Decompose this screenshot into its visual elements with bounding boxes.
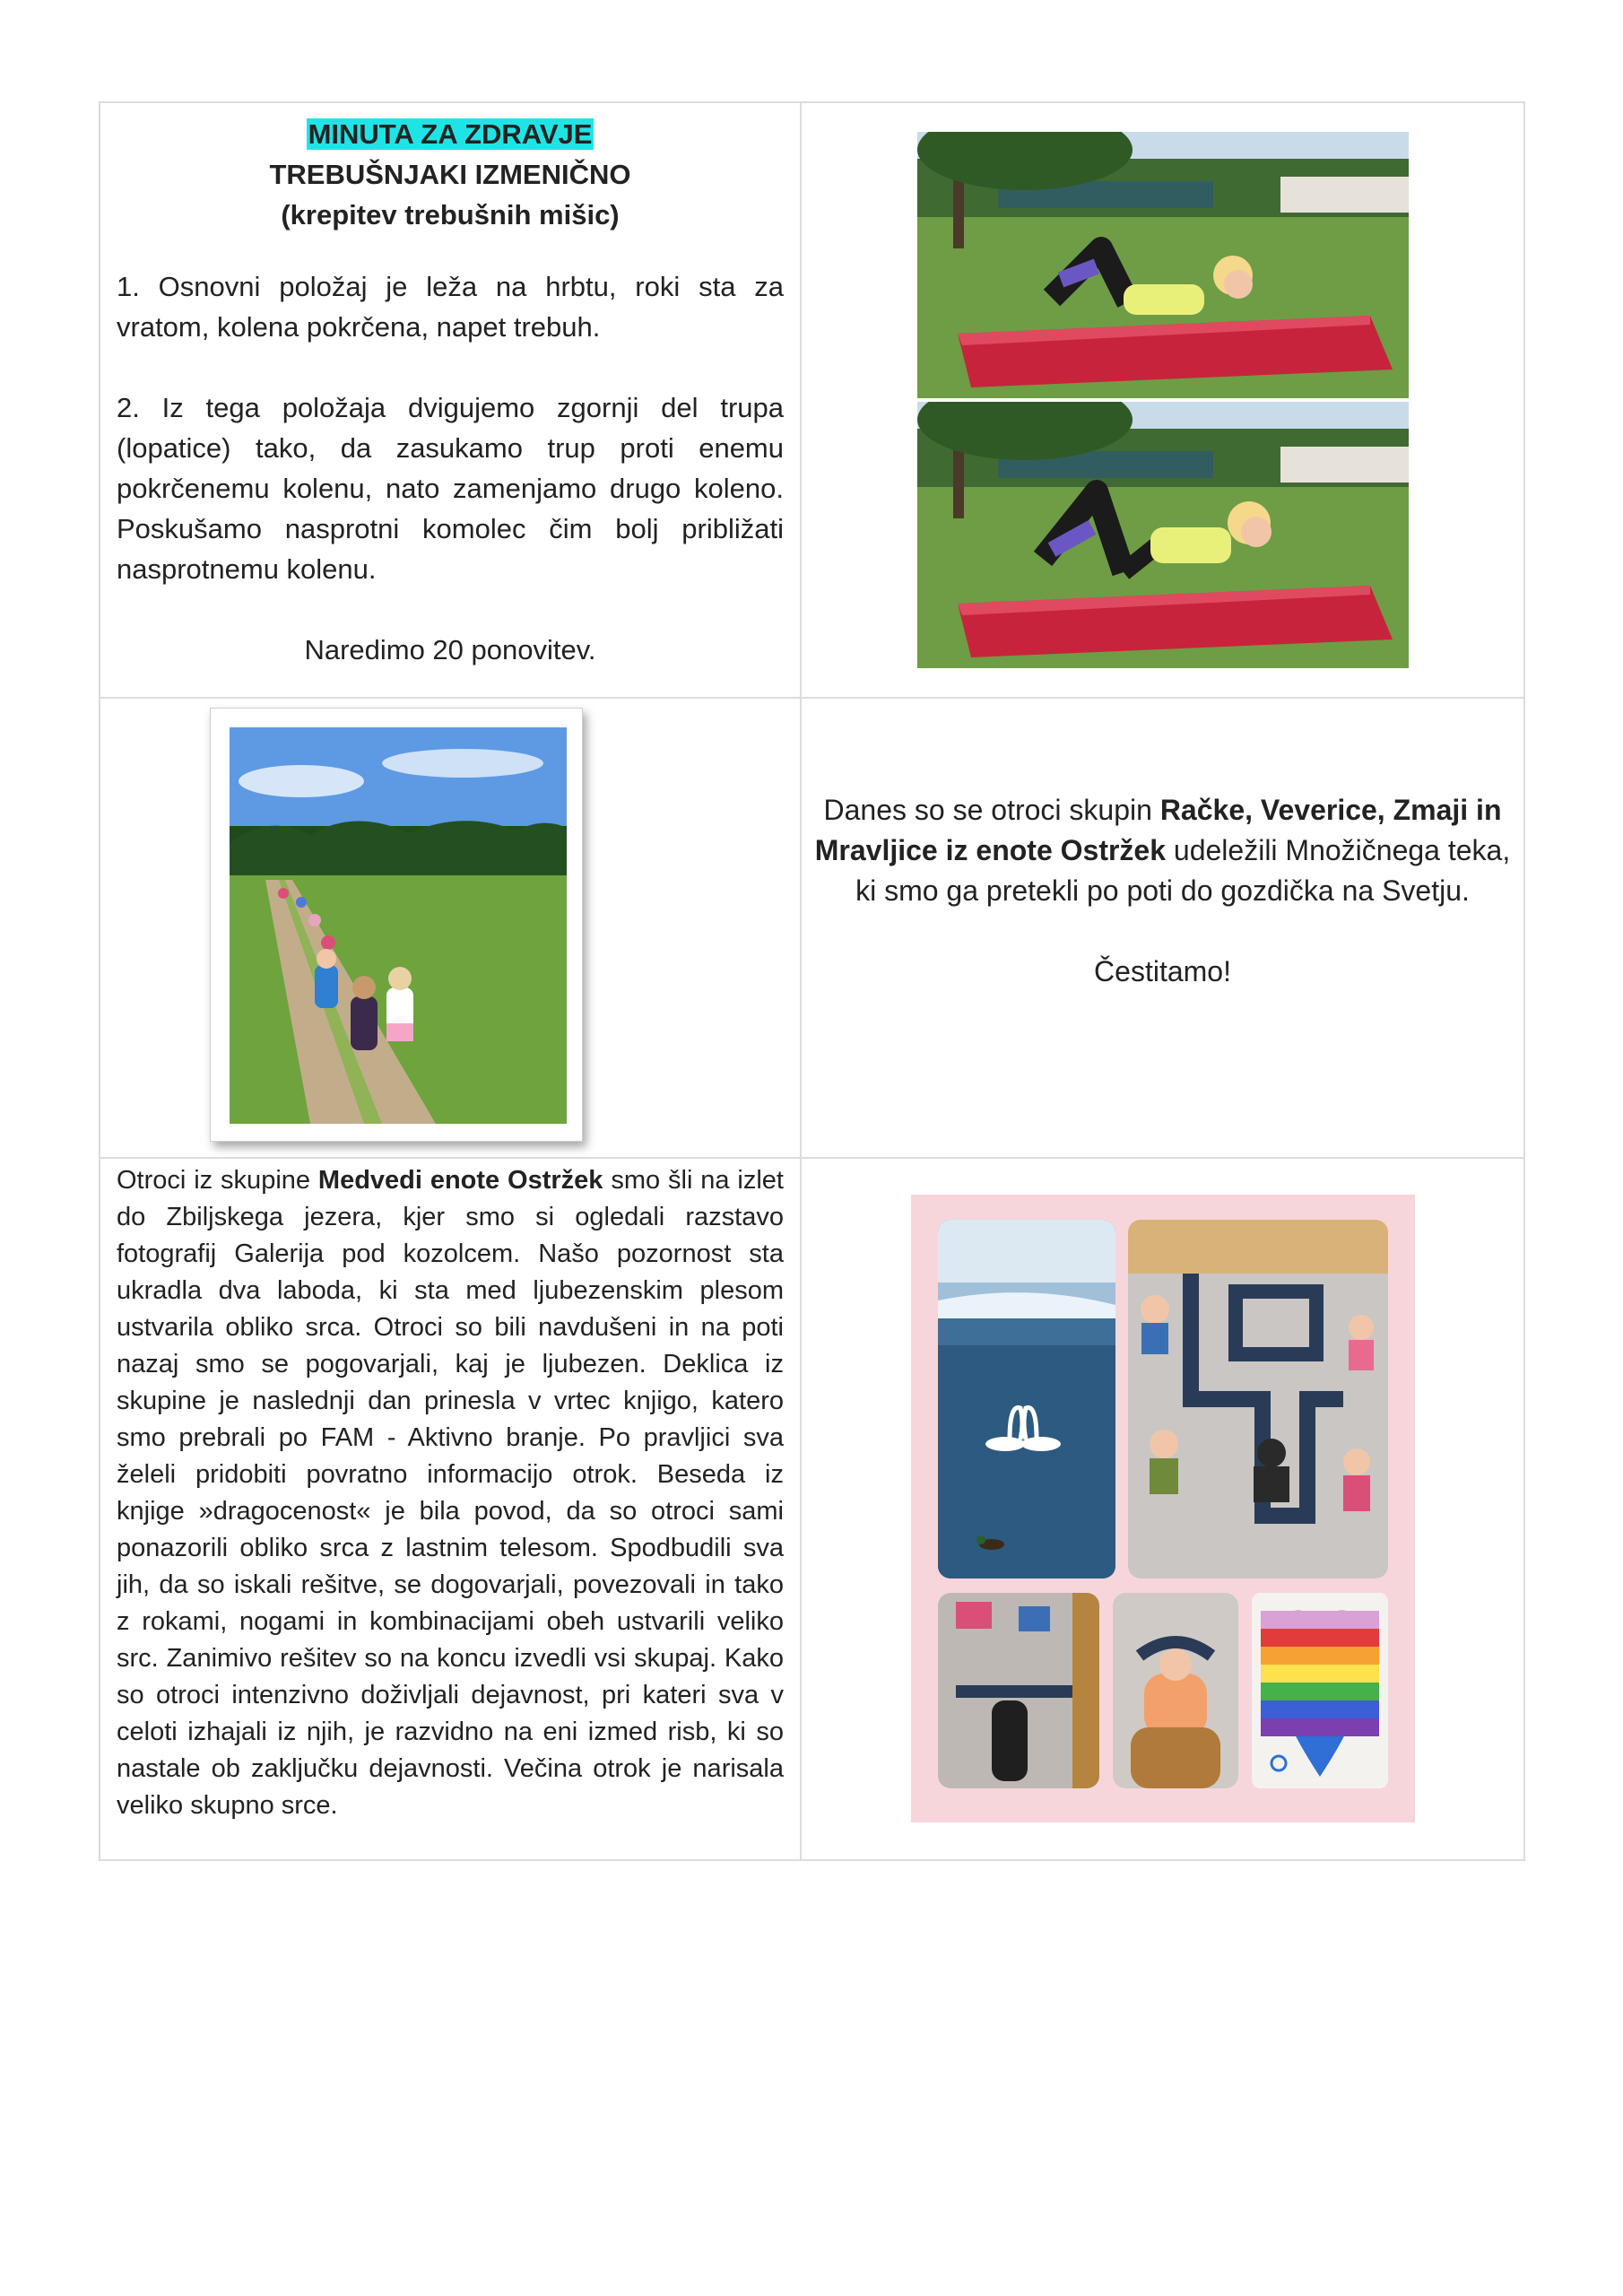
run-intro: Danes so se otroci skupin [823, 794, 1160, 826]
exercise-step-2: 2. Iz tega položaja dvigujemo zgornji del trupa (lopatice) tako, da zasukamo trup proti enemu pokrčenemu kolenu, nato zamenjamo drugo koleno. Poskušamo nasprotni komolec čim bolj približati nasprotnemu kolenu. [117, 392, 784, 585]
content-table [99, 101, 1525, 1861]
exercise-cell [100, 102, 801, 698]
collage-kids-lying-photo [938, 1593, 1099, 1788]
run-photo [230, 727, 567, 1124]
exercise-tag: MINUTA ZA ZDRAVJE [308, 118, 593, 150]
exercise-photo-start-position [917, 132, 1409, 398]
exercise-photos-cell [801, 102, 1524, 698]
trip-body: smo šli na izlet do Zbiljskega jezera, kjer smo si ogledali razstavo fotografij Galerija pod kozolcem. Našo pozornost sta ukradla dva laboda, ki sta med ljubezenskim plesom ustvarila obliko srca. Otroci so bili navdušeni in na poti nazaj smo se pogovarjali, kaj je ljubezen. Deklica iz skupine je naslednji dan prinesla v vrtec knjigo, katero smo prebrali po FAM - Aktivno branje. Po pravljici sva želeli pridobiti povratno informacijo otrok. Beseda iz knjige »dragocenost« je bila povod, da so otroci sami ponazorili obliko srca z lastnim telesom. Spodbudili sva jih, da so iskali rešitve, se dogovarjali, povezovali in tako z rokami, nogami in kombinacijami obeh ustvarili veliko src. Zanimivo rešitev so na koncu izvedli vsi skupaj. Kako so otroci intenzivno doživljali dejavnost, pri kateri sva v celoti izhajali iz njih, je razvidno na eni izmed risb, ki so nastale ob zaključku dejavnosti. Večina otrok je narisala veliko skupno srce. [117, 1166, 784, 1820]
photo-collage [911, 1195, 1415, 1822]
trip-group: Medvedi enote Ostržek [317, 1166, 603, 1195]
trip-paragraph [100, 1159, 800, 1824]
trip-intro: Otroci iz skupine [117, 1166, 318, 1195]
collage-heart-road-photo [1128, 1220, 1388, 1578]
collage-swans-photo [938, 1220, 1115, 1578]
trip-collage-cell [801, 1158, 1524, 1860]
run-photo-cell [100, 698, 801, 1158]
trip-text-cell [100, 1158, 801, 1860]
run-groups: Račke, Veverice, Zmaji in Mravljice iz enote Ostržek [814, 794, 1502, 866]
run-photo-frame [210, 708, 583, 1142]
exercise-title: TREBUŠNJAKI IZMENIČNO [269, 159, 631, 190]
exercise-step-1: 1. Osnovni položaj je leža na hrbtu, roki sta za vratom, kolena pokrčena, napet trebuh. [117, 271, 784, 343]
run-announcement [802, 790, 1523, 911]
run-congrats: Čestitamo! [1094, 955, 1231, 987]
collage-rainbow-heart-drawing [1252, 1593, 1388, 1788]
exercise-repetitions: Naredimo 20 ponovitev. [304, 634, 596, 665]
run-rest: udeležili Množičnega teka, ki smo ga pretekli po poti do gozdička na Svetju. [855, 834, 1511, 907]
run-text-cell [801, 698, 1524, 1158]
exercise-tag-line [117, 114, 784, 154]
exercise-subtitle: (krepitev trebušnih mišic) [281, 199, 620, 230]
collage-child-heart-photo [1113, 1593, 1238, 1788]
exercise-photo-crunch [917, 402, 1409, 668]
